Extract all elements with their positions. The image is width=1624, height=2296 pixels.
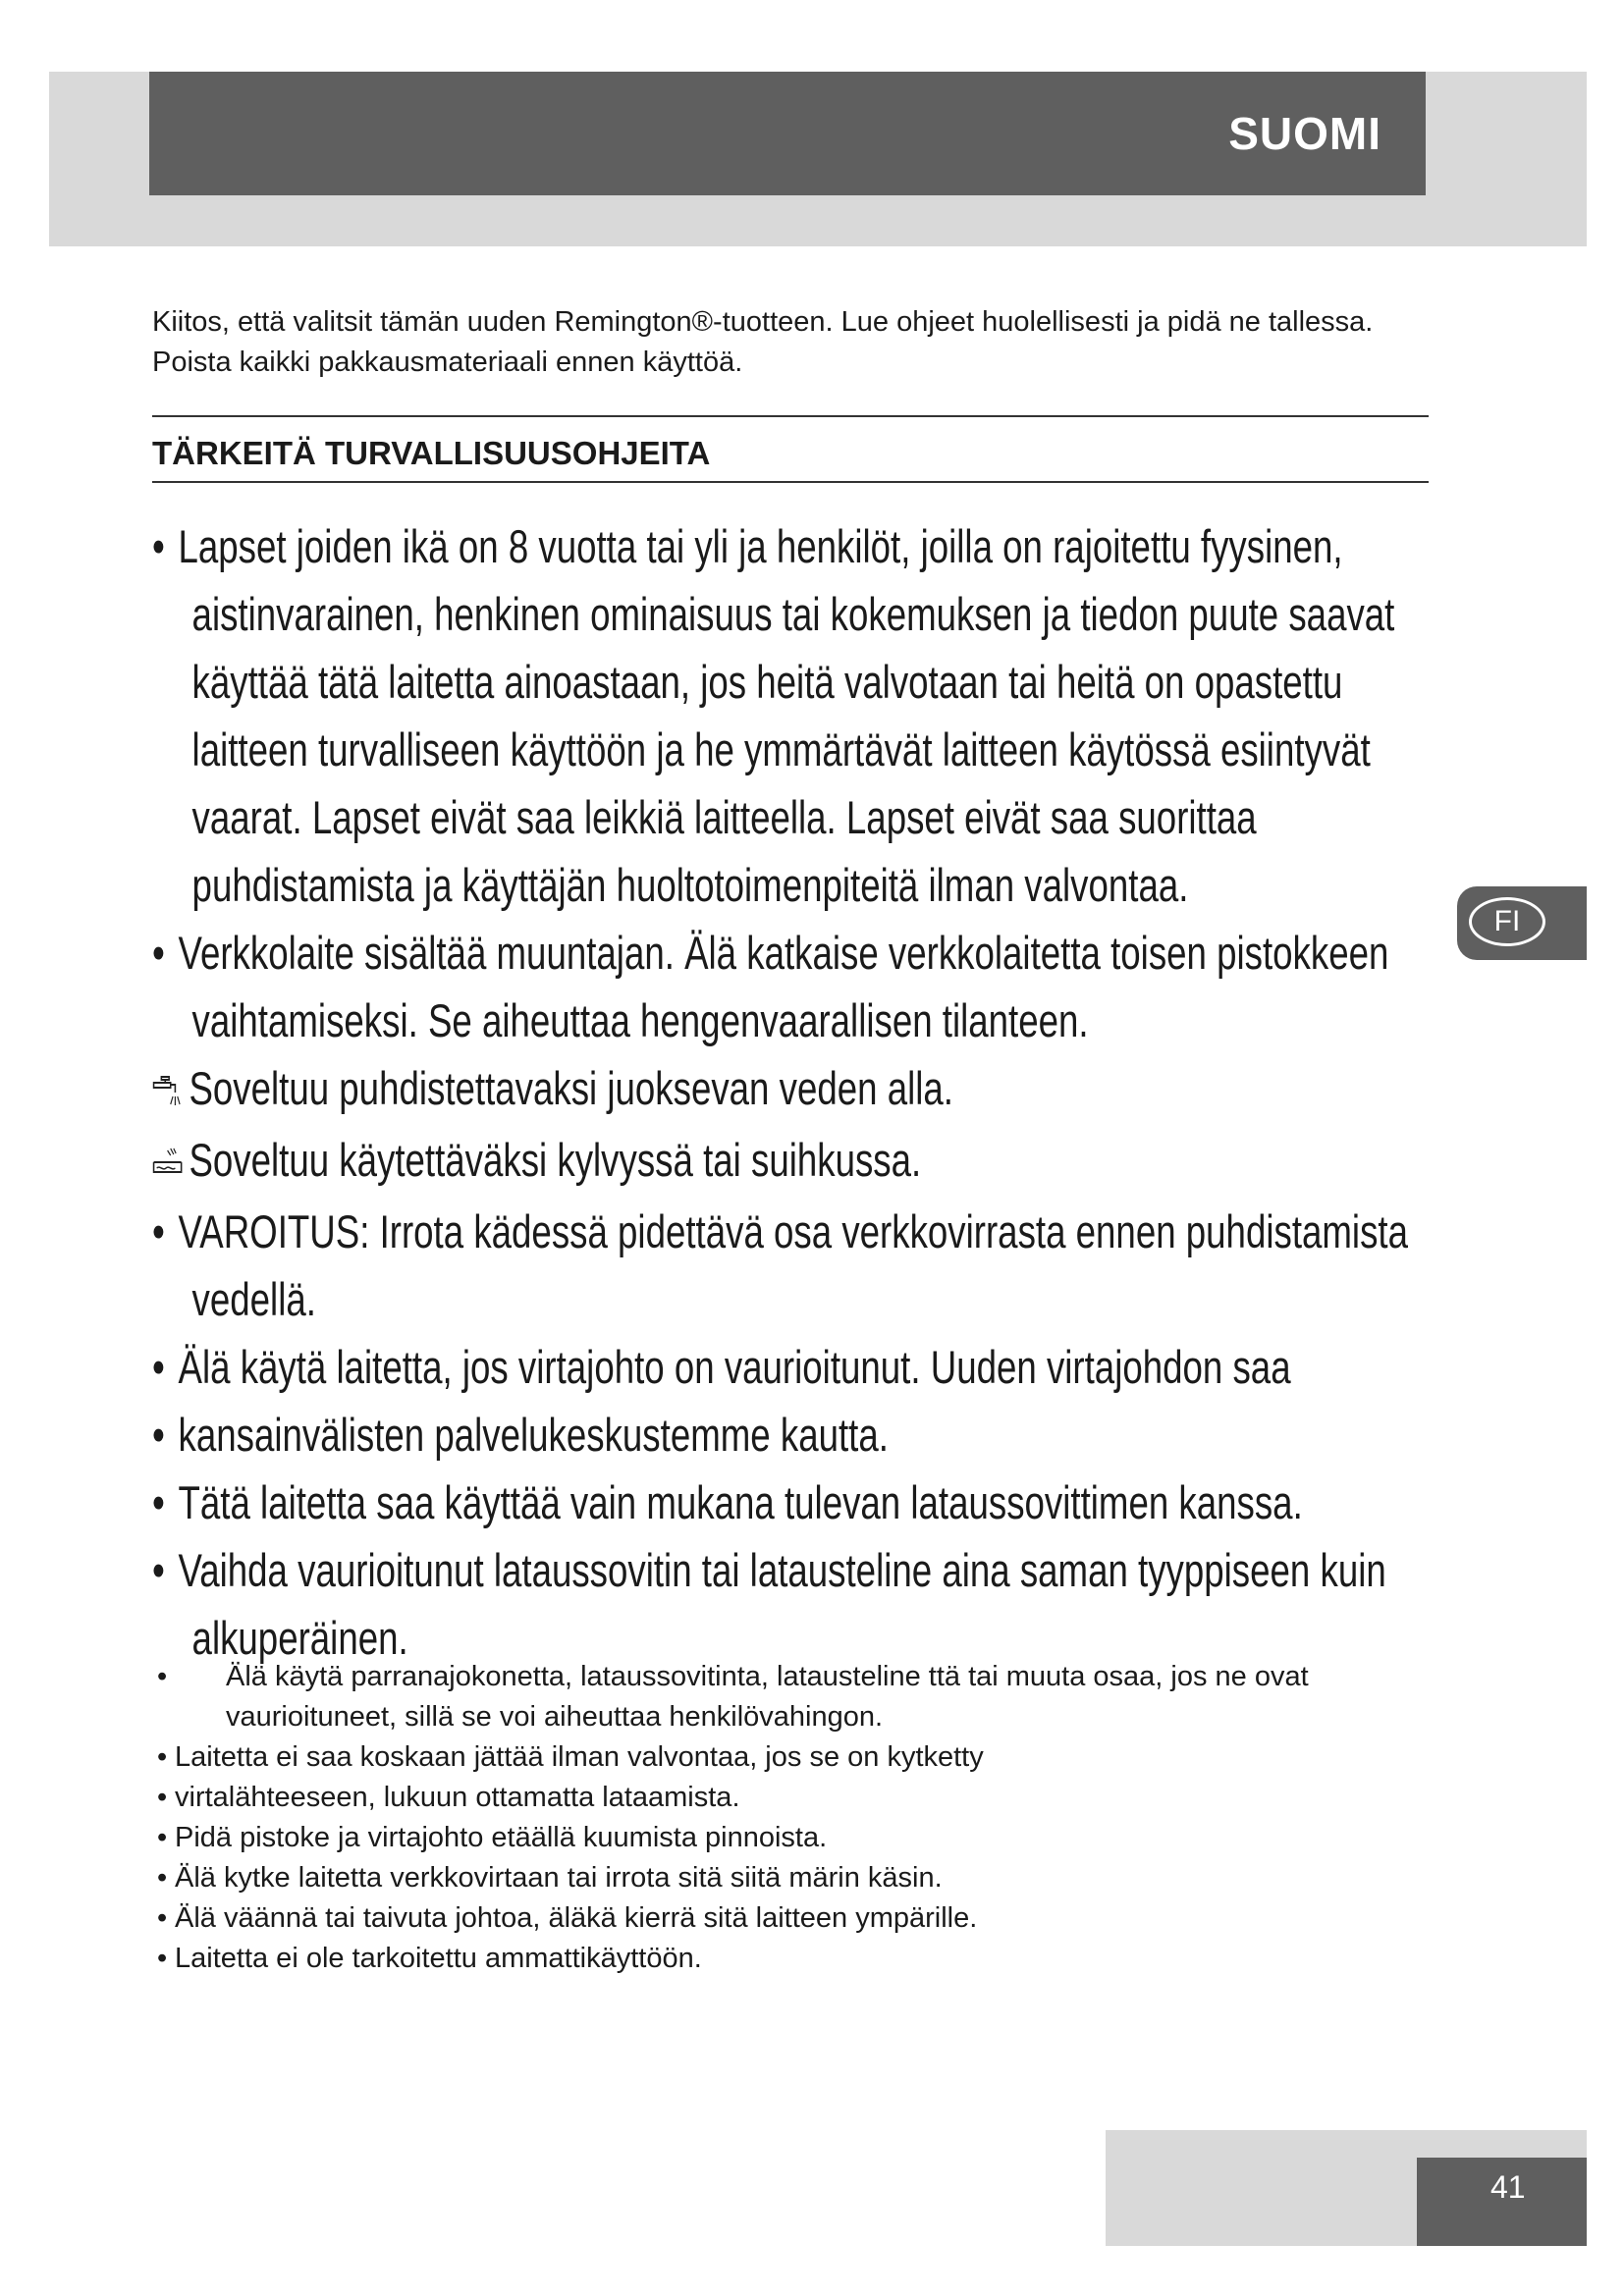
bullet-marker: • bbox=[157, 1862, 168, 1894]
bullet-marker: • bbox=[152, 1341, 165, 1394]
list-item bbox=[152, 512, 1424, 919]
safety-list-large bbox=[152, 512, 1424, 1672]
list-item bbox=[157, 1898, 1424, 1939]
list-item bbox=[157, 1818, 1424, 1858]
list-item bbox=[152, 919, 1424, 1054]
list-item-text: kansainvälisten palvelukeskustemme kautta. bbox=[178, 1409, 889, 1462]
bullet-marker: • bbox=[157, 1741, 168, 1773]
list-item bbox=[152, 1126, 1424, 1198]
list-item-text: Lapset joiden ikä on 8 vuotta tai yli ja henkilöt, joilla on rajoitettu fyysinen, bbox=[178, 520, 1343, 572]
bullet-marker: • bbox=[152, 1409, 165, 1462]
bullet-marker: • bbox=[157, 1782, 168, 1813]
bullet-marker: • bbox=[152, 1544, 165, 1597]
bullet-marker: • bbox=[157, 1822, 168, 1853]
list-item-text: virtalähteeseen, lukuun ottamatta lataamista. bbox=[175, 1782, 740, 1813]
list-item-text: vedellä. bbox=[191, 1273, 316, 1326]
list-item-text: vaihtamiseksi. Se aiheuttaa hengenvaarallisen tilanteen. bbox=[191, 994, 1089, 1046]
list-item-text: aistinvarainen, henkinen ominaisuus tai kokemuksen ja tiedon puute saavat bbox=[191, 588, 1395, 640]
header-bar bbox=[149, 72, 1426, 195]
list-item-text: laitteen turvalliseen käyttöön ja he ymmärtävät laitteen käytössä esiintyvät bbox=[191, 723, 1371, 775]
list-item-text: Älä kytke laitetta verkkovirtaan tai irrota sitä siitä märin käsin. bbox=[175, 1862, 943, 1894]
bullet-marker: • bbox=[152, 1205, 165, 1258]
page-number: 41 bbox=[1490, 2169, 1526, 2205]
bullet-marker: • bbox=[152, 520, 165, 572]
list-item-text: Soveltuu puhdistettavaksi juoksevan veden alla. bbox=[189, 1062, 953, 1114]
list-item bbox=[157, 1939, 1424, 1979]
faucet-icon bbox=[152, 1058, 189, 1126]
bullet-marker: • bbox=[157, 1943, 168, 1974]
list-item-text: Älä käytä laitetta, jos virtajohto on vaurioitunut. Uuden virtajohdon saa bbox=[178, 1341, 1291, 1394]
list-item bbox=[152, 1054, 1424, 1126]
list-item-text: Vaihda vaurioitunut lataussovitin tai latausteline aina saman tyyppiseen kuin bbox=[178, 1544, 1386, 1597]
bullet-marker: • bbox=[157, 1902, 168, 1934]
list-item bbox=[152, 1401, 1424, 1468]
intro-text: Kiitos, että valitsit tämän uuden Remington®-tuotteen. Lue ohjeet huolellisesti ja pidä ne tallessa. Poista kaikki pakkausmateriaali ennen käyttöä. bbox=[152, 306, 1374, 378]
list-item-text: vaarat. Lapset eivät saa leikkiä laitteella. Lapset eivät saa suorittaa bbox=[191, 791, 1257, 843]
list-item-text: vaurioituneet, sillä se voi aiheuttaa henkilövahingon. bbox=[226, 1701, 884, 1733]
heading-top-rule bbox=[152, 415, 1429, 417]
list-item bbox=[152, 1333, 1424, 1401]
list-item-text: Laitetta ei saa koskaan jättää ilman valvontaa, jos se on kytketty bbox=[175, 1741, 984, 1773]
bath-shower-icon bbox=[152, 1130, 189, 1198]
list-item-text: Tätä laitetta saa käyttää vain mukana tulevan lataussovittimen kanssa. bbox=[178, 1476, 1303, 1529]
bullet-marker: • bbox=[157, 1661, 168, 1692]
list-item bbox=[157, 1858, 1424, 1898]
bullet-marker: • bbox=[152, 927, 165, 979]
list-item-text: Laitetta ei ole tarkoitettu ammattikäyttöön. bbox=[175, 1943, 702, 1974]
language-tab bbox=[1457, 886, 1587, 960]
list-item bbox=[157, 1778, 1424, 1818]
list-item bbox=[152, 1198, 1424, 1333]
section-heading: TÄRKEITÄ TURVALLISUUSOHJEITA bbox=[152, 435, 711, 471]
heading-bottom-rule bbox=[152, 481, 1429, 483]
list-item-text: puhdistamista ja käyttäjän huoltotoimenpiteitä ilman valvontaa. bbox=[191, 859, 1189, 911]
safety-list-small bbox=[157, 1657, 1424, 1979]
list-item-text: Pidä pistoke ja virtajohto etäällä kuumista pinnoista. bbox=[175, 1822, 828, 1853]
list-item-text: VAROITUS: Irrota kädessä pidettävä osa verkkovirrasta ennen puhdistamista bbox=[178, 1205, 1408, 1258]
list-item bbox=[152, 1536, 1424, 1672]
list-item-text: alkuperäinen. bbox=[191, 1612, 408, 1665]
list-item-text: Soveltuu käytettäväksi kylvyssä tai suihkussa. bbox=[189, 1134, 922, 1187]
language-title: SUOMI bbox=[1228, 108, 1381, 159]
list-item-text: käyttää tätä laitetta ainoastaan, jos heitä valvotaan tai heitä on opastettu bbox=[191, 656, 1343, 708]
list-item bbox=[152, 1468, 1424, 1536]
list-item bbox=[157, 1657, 1424, 1737]
language-code: FI bbox=[1469, 897, 1545, 946]
bullet-marker: • bbox=[152, 1476, 165, 1529]
list-item bbox=[157, 1737, 1424, 1778]
list-item-text: Verkkolaite sisältää muuntajan. Älä katkaise verkkolaitetta toisen pistokkeen bbox=[178, 927, 1389, 979]
list-item-text: Älä väännä tai taivuta johtoa, äläkä kierrä sitä laitteen ympärille. bbox=[175, 1902, 978, 1934]
list-item-text: Älä käytä parranajokonetta, lataussovitinta, latausteline ttä tai muuta osaa, jos ne ovat bbox=[226, 1661, 1309, 1692]
